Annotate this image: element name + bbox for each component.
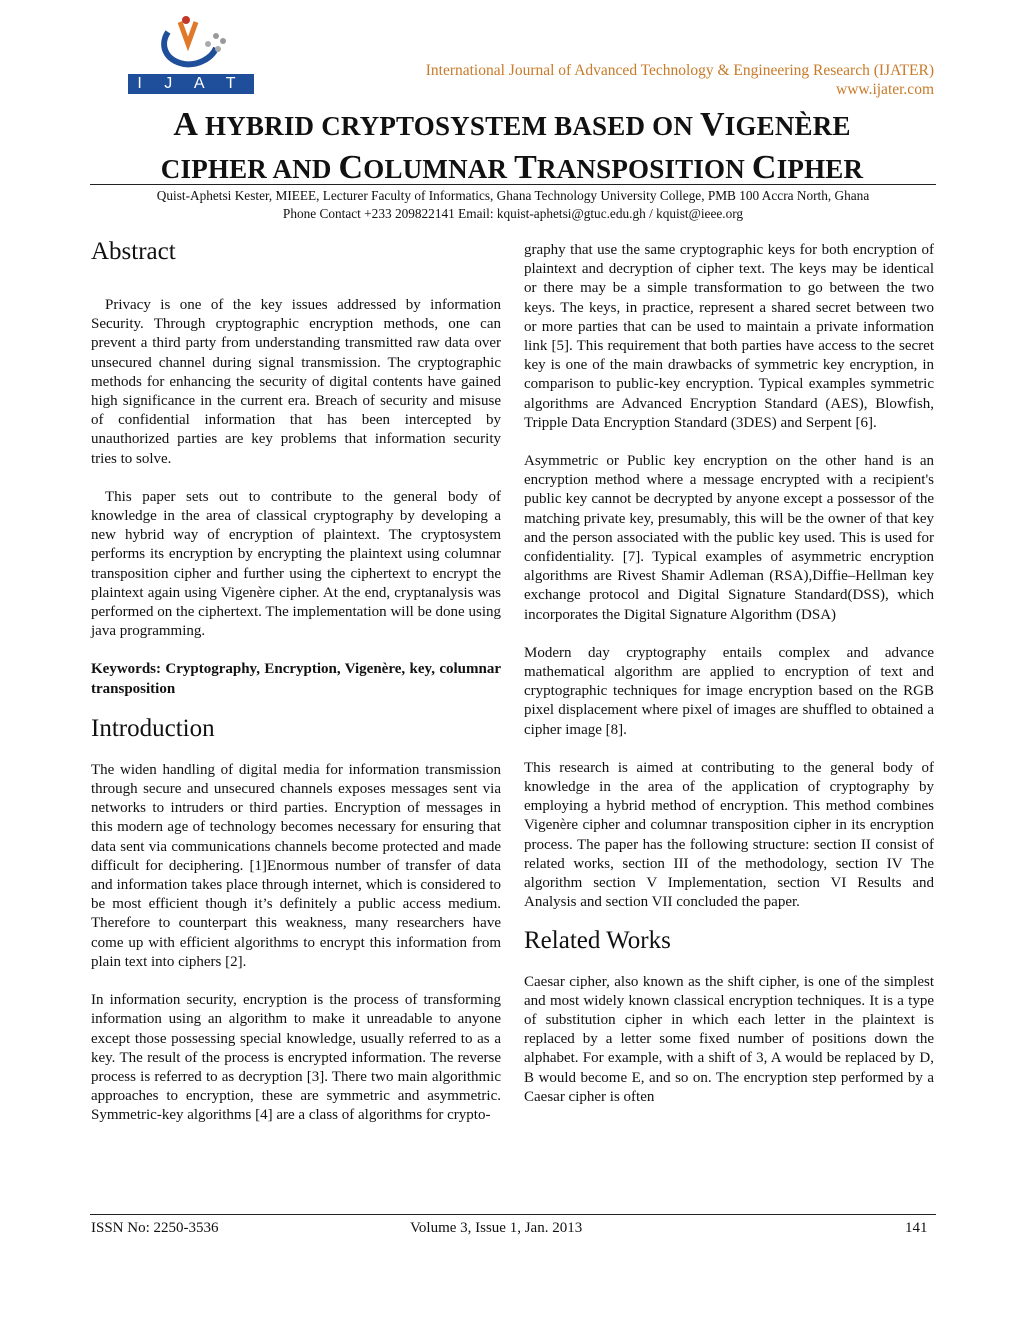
contact-line: Phone Contact +233 209822141 Email: kquist-aphetsi@gtuc.edu.gh / kquist@ieee.org — [282, 206, 744, 221]
abstract-heading: Abstract — [91, 238, 176, 265]
journal-name: International Journal of Advanced Technology & Engineering Research (IJATER) — [425, 62, 934, 79]
introduction-heading: Introduction — [91, 714, 215, 742]
introduction-paragraph-1: The widen handling of digital media for information transmission through secure and unsecured channels exposes messages sent via networks to intruders or third parties. Encryption of messages in this modern age of technology becomes necessary for ensuring that data sent via communications channels become protected and made difficult for deciphering. [1]Enormous number of transfer of data and information takes place through internet, which is considered to be most efficient though it’s definitely a public access medium. Therefore to counterpart this weakness, many researchers have come up with efficient algorithms to encrypt this information from plain text into ciphers [2]. — [91, 761, 501, 970]
body-paragraph-research: This research is aimed at contributing to the general body of knowledge in the area of the application of cryptography by employing a hybrid method of encryption. This method combines Vigenère cipher and columnar transposition cipher in its encryption process. The paper has the following structure: section II consist of related works, section III of the methodology, section IV The algorithm section V Implementation, section VI Results and Analysis and section VII concluded the paper. — [524, 759, 934, 911]
logo-mark-icon — [128, 14, 254, 74]
body-paragraph-modern: Modern day cryptography entails complex and advance mathematical algorithm are applied to encryption of text and cryptographic techniques for image encryption based on the RGB pixel displacement where pixel of images are shuffled to obtained a cipher image [8]. — [524, 644, 934, 738]
body-paragraph-caesar: Caesar cipher, also known as the shift cipher, is one of the simplest and most widely known classical encryption techniques. It is a type of substitution cipher in which each letter in the plaintext is replaced by a letter some fixed number of positions down the alphabet. For example, with a shift of 3, A would be replaced by D, B would become E, and so on. The encryption step performed by a Caesar cipher is often — [524, 973, 934, 1105]
keywords: Keywords: Cryptography, Encryption, Vigenère, key, columnar transposition — [91, 661, 501, 697]
journal-header — [426, 61, 934, 99]
author-line: Quist-Aphetsi Kester, MIEEE, Lecturer Faculty of Informatics, Ghana Technology University College, PMB 100 Accra North, Ghana — [156, 188, 870, 203]
author-affiliation — [90, 187, 936, 223]
logo-wordmark: I J A T E R — [128, 74, 254, 94]
journal-logo — [128, 14, 254, 112]
left-column — [91, 236, 501, 1126]
journal-url[interactable]: www.ijater.com — [836, 81, 934, 98]
title-line-1: A HYBRID CRYPTOSYSTEM BASED ON VIGENÈRE — [173, 106, 851, 143]
title-line-2: CIPHER AND COLUMNAR TRANSPOSITION CIPHER — [160, 149, 864, 186]
abstract-paragraph-1: Privacy is one of the key issues addressed by information Security. Through cryptographic encryption methods, one can prevent a third party from understanding transmitted raw data over unsecured channel during signal transmission. The cryptographic methods for enhancing the security of digital contents have gained high significance in the current era. Breach of security and misuse of confidential information that has been intercepted by unauthorized parties are key problems that information security tries to solve. — [91, 297, 501, 467]
right-column — [524, 241, 934, 1107]
body-paragraph-asymmetric: Asymmetric or Public key encryption on the other hand is an encryption method where a message encrypted with a recipient's public key cannot be decrypted by anyone except a possessor of the matching private key, presumably, this will be the owner of that key and the person associated with the public key used. This is used for confidentiality. [7]. Typical examples of asymmetric encryption algorithms are Rivest Shamir Adleman (RSA),Diffie–Hellman key exchange protocol and Digital Signature Standard(DSS), which incorporates the Digital Signature Algorithm (DSA) — [524, 453, 934, 623]
title-rule — [90, 184, 936, 185]
body-paragraph-symmetric: graphy that use the same cryptographic keys for both encryption of plaintext and decryption of cipher text. The keys may be identical or there may be a simple transformation to go between the two keys. The keys, in practice, represent a shared secret between two or more parties that can be used to maintain a private information link [5]. This requirement that both parties have access to the secret key is one of the main drawbacks of symmetric key encryption, in comparison to public-key encryption. Typical examples symmetric algorithms are Advanced Encryption Standard (AES), Blowfish, Tripple Data Encryption Standard (3DES) and Serpent [6]. — [524, 242, 934, 431]
footer-volume: Volume 3, Issue 1, Jan. 2013 — [410, 1220, 583, 1236]
footer-issn: ISSN No: 2250-3536 — [91, 1220, 219, 1236]
introduction-paragraph-2: In information security, encryption is the process of transforming information using an algorithm to make it unreadable to anyone except those possessing special knowledge, usually referred to as a key. The result of the process is encrypted information. The reverse process is referred to as decryption [3]. There two main algorithmic approaches to encryption, these are symmetric and asymmetric. Symmetric-key algorithms [4] are a class of algorithms for crypto- — [91, 992, 501, 1124]
related-works-heading: Related Works — [524, 926, 671, 954]
footer-page-number: 141 — [905, 1220, 928, 1236]
footer-rule — [90, 1214, 936, 1215]
abstract-paragraph-2: This paper sets out to contribute to the general body of knowledge in the area of classical cryptography by developing a new hybrid way of encryption of plaintext. The cryptosystem performs its encryption by encrypting the plaintext using columnar transposition cipher and further using the ciphertext to encrypt the plaintext again using Vigenère cipher. At the end, cryptanalysis was performed on the ciphertext. The implementation will be done using java programming. — [91, 488, 501, 640]
paper-title — [0, 104, 1024, 190]
